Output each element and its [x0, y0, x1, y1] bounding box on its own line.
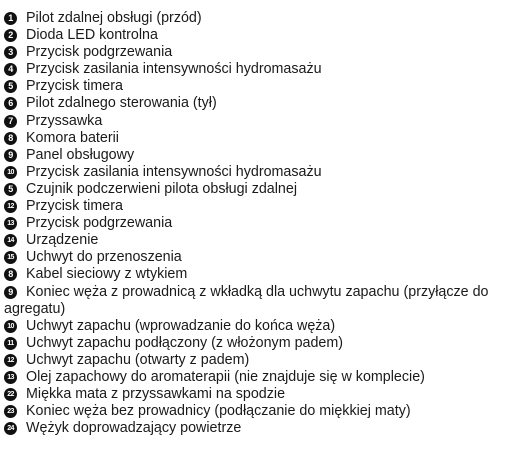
legend-item-label: Wężyk doprowadzający powietrze: [26, 420, 242, 437]
number-badge-icon: 12: [4, 354, 17, 367]
legend-item-label: Uchwyt zapachu (otwarty z padem): [26, 351, 250, 368]
legend-item: [4, 369, 520, 386]
number-badge-icon: 13: [4, 217, 17, 230]
number-badge-icon: 1: [4, 12, 17, 25]
number-badge-icon: 2: [4, 29, 17, 42]
number-badge-icon: 23: [4, 405, 17, 418]
number-badge-icon: 15: [4, 251, 17, 264]
legend-item: [4, 181, 520, 198]
number-badge-icon: 8: [4, 268, 17, 281]
legend-item: [4, 352, 520, 369]
legend-item-label: Pilot zdalnej obsługi (przód): [26, 10, 202, 26]
legend-item: [4, 130, 520, 147]
number-badge-icon: 7: [4, 115, 17, 128]
legend-item: [4, 249, 520, 266]
legend-item: [4, 164, 520, 181]
legend-item-label: Miękka mata z przyssawkami na spodzie: [26, 386, 286, 403]
legend-item-label: Uchwyt do przenoszenia: [26, 249, 182, 266]
number-badge-icon: 24: [4, 422, 17, 435]
number-badge-icon: 8: [4, 132, 17, 145]
legend-item: [4, 420, 520, 437]
number-badge-icon: 13: [4, 371, 17, 384]
legend-item: [4, 95, 520, 112]
number-badge-icon: 6: [4, 97, 17, 110]
legend-item: [4, 61, 520, 78]
number-badge-icon: 10: [4, 320, 17, 333]
legend-item-label: Panel obsługowy: [26, 146, 135, 163]
legend-item-label: Przycisk podgrzewania: [26, 44, 173, 61]
legend-item: [4, 318, 520, 335]
number-badge-icon: 22: [4, 388, 17, 401]
number-badge-icon: 12: [4, 200, 17, 213]
legend-item-label: Przycisk podgrzewania: [26, 215, 173, 232]
legend-item: [4, 27, 520, 44]
number-badge-icon: 9: [4, 149, 17, 162]
number-badge-icon: 14: [4, 234, 17, 247]
number-badge-icon: 10: [4, 166, 17, 179]
legend-item: [4, 284, 520, 318]
legend-item-label: Komora baterii: [26, 129, 119, 146]
legend-item-label: Uchwyt zapachu podłączony (z włożonym padem): [26, 334, 344, 351]
legend-item-label: Przycisk timera: [26, 198, 123, 215]
legend-item: [4, 198, 520, 215]
legend-item-label: Przyssawka: [26, 112, 103, 129]
legend-item-label: Koniec węża z prowadnicą z wkładką dla uchwytu zapachu (przyłącze do agregatu): [4, 283, 489, 317]
legend-item-label: Przycisk zasilania intensywności hydromasażu: [26, 61, 322, 78]
legend-item: [4, 403, 520, 420]
legend-item-label: Przycisk zasilania intensywności hydromasażu: [26, 163, 322, 180]
legend-item: [4, 113, 520, 130]
legend-item: [4, 335, 520, 352]
number-badge-icon: 5: [4, 80, 17, 93]
legend-item-label: Olej zapachowy do aromaterapii (nie znajduje się w komplecie): [26, 368, 425, 385]
legend-item: [4, 215, 520, 232]
legend-item-label: Uchwyt zapachu (wprowadzanie do końca węża): [26, 317, 336, 334]
number-badge-icon: 5: [4, 183, 17, 196]
legend-item: [4, 78, 520, 95]
legend-item-label: Pilot zdalnego sterowania (tył): [26, 95, 217, 112]
legend-item: [4, 266, 520, 283]
legend-item-label: Kabel sieciowy z wtykiem: [26, 266, 188, 283]
legend-item-label: Czujnik podczerwieni pilota obsługi zdalnej: [26, 180, 297, 197]
legend-item-label: Koniec węża bez prowadnicy (podłączanie do miękkiej maty): [26, 403, 411, 420]
legend-item: [4, 232, 520, 249]
number-badge-icon: 11: [4, 337, 17, 350]
legend-item: [4, 386, 520, 403]
legend-item-label: Dioda LED kontrolna: [26, 27, 158, 44]
legend-item: [4, 10, 520, 27]
number-badge-icon: 9: [4, 286, 17, 299]
legend-item-label: Przycisk timera: [26, 78, 123, 95]
legend-item-label: Urządzenie: [26, 232, 99, 249]
legend-item: [4, 44, 520, 61]
number-badge-icon: 4: [4, 63, 17, 76]
legend-item: [4, 147, 520, 164]
number-badge-icon: 3: [4, 46, 17, 59]
parts-legend: [4, 10, 520, 437]
